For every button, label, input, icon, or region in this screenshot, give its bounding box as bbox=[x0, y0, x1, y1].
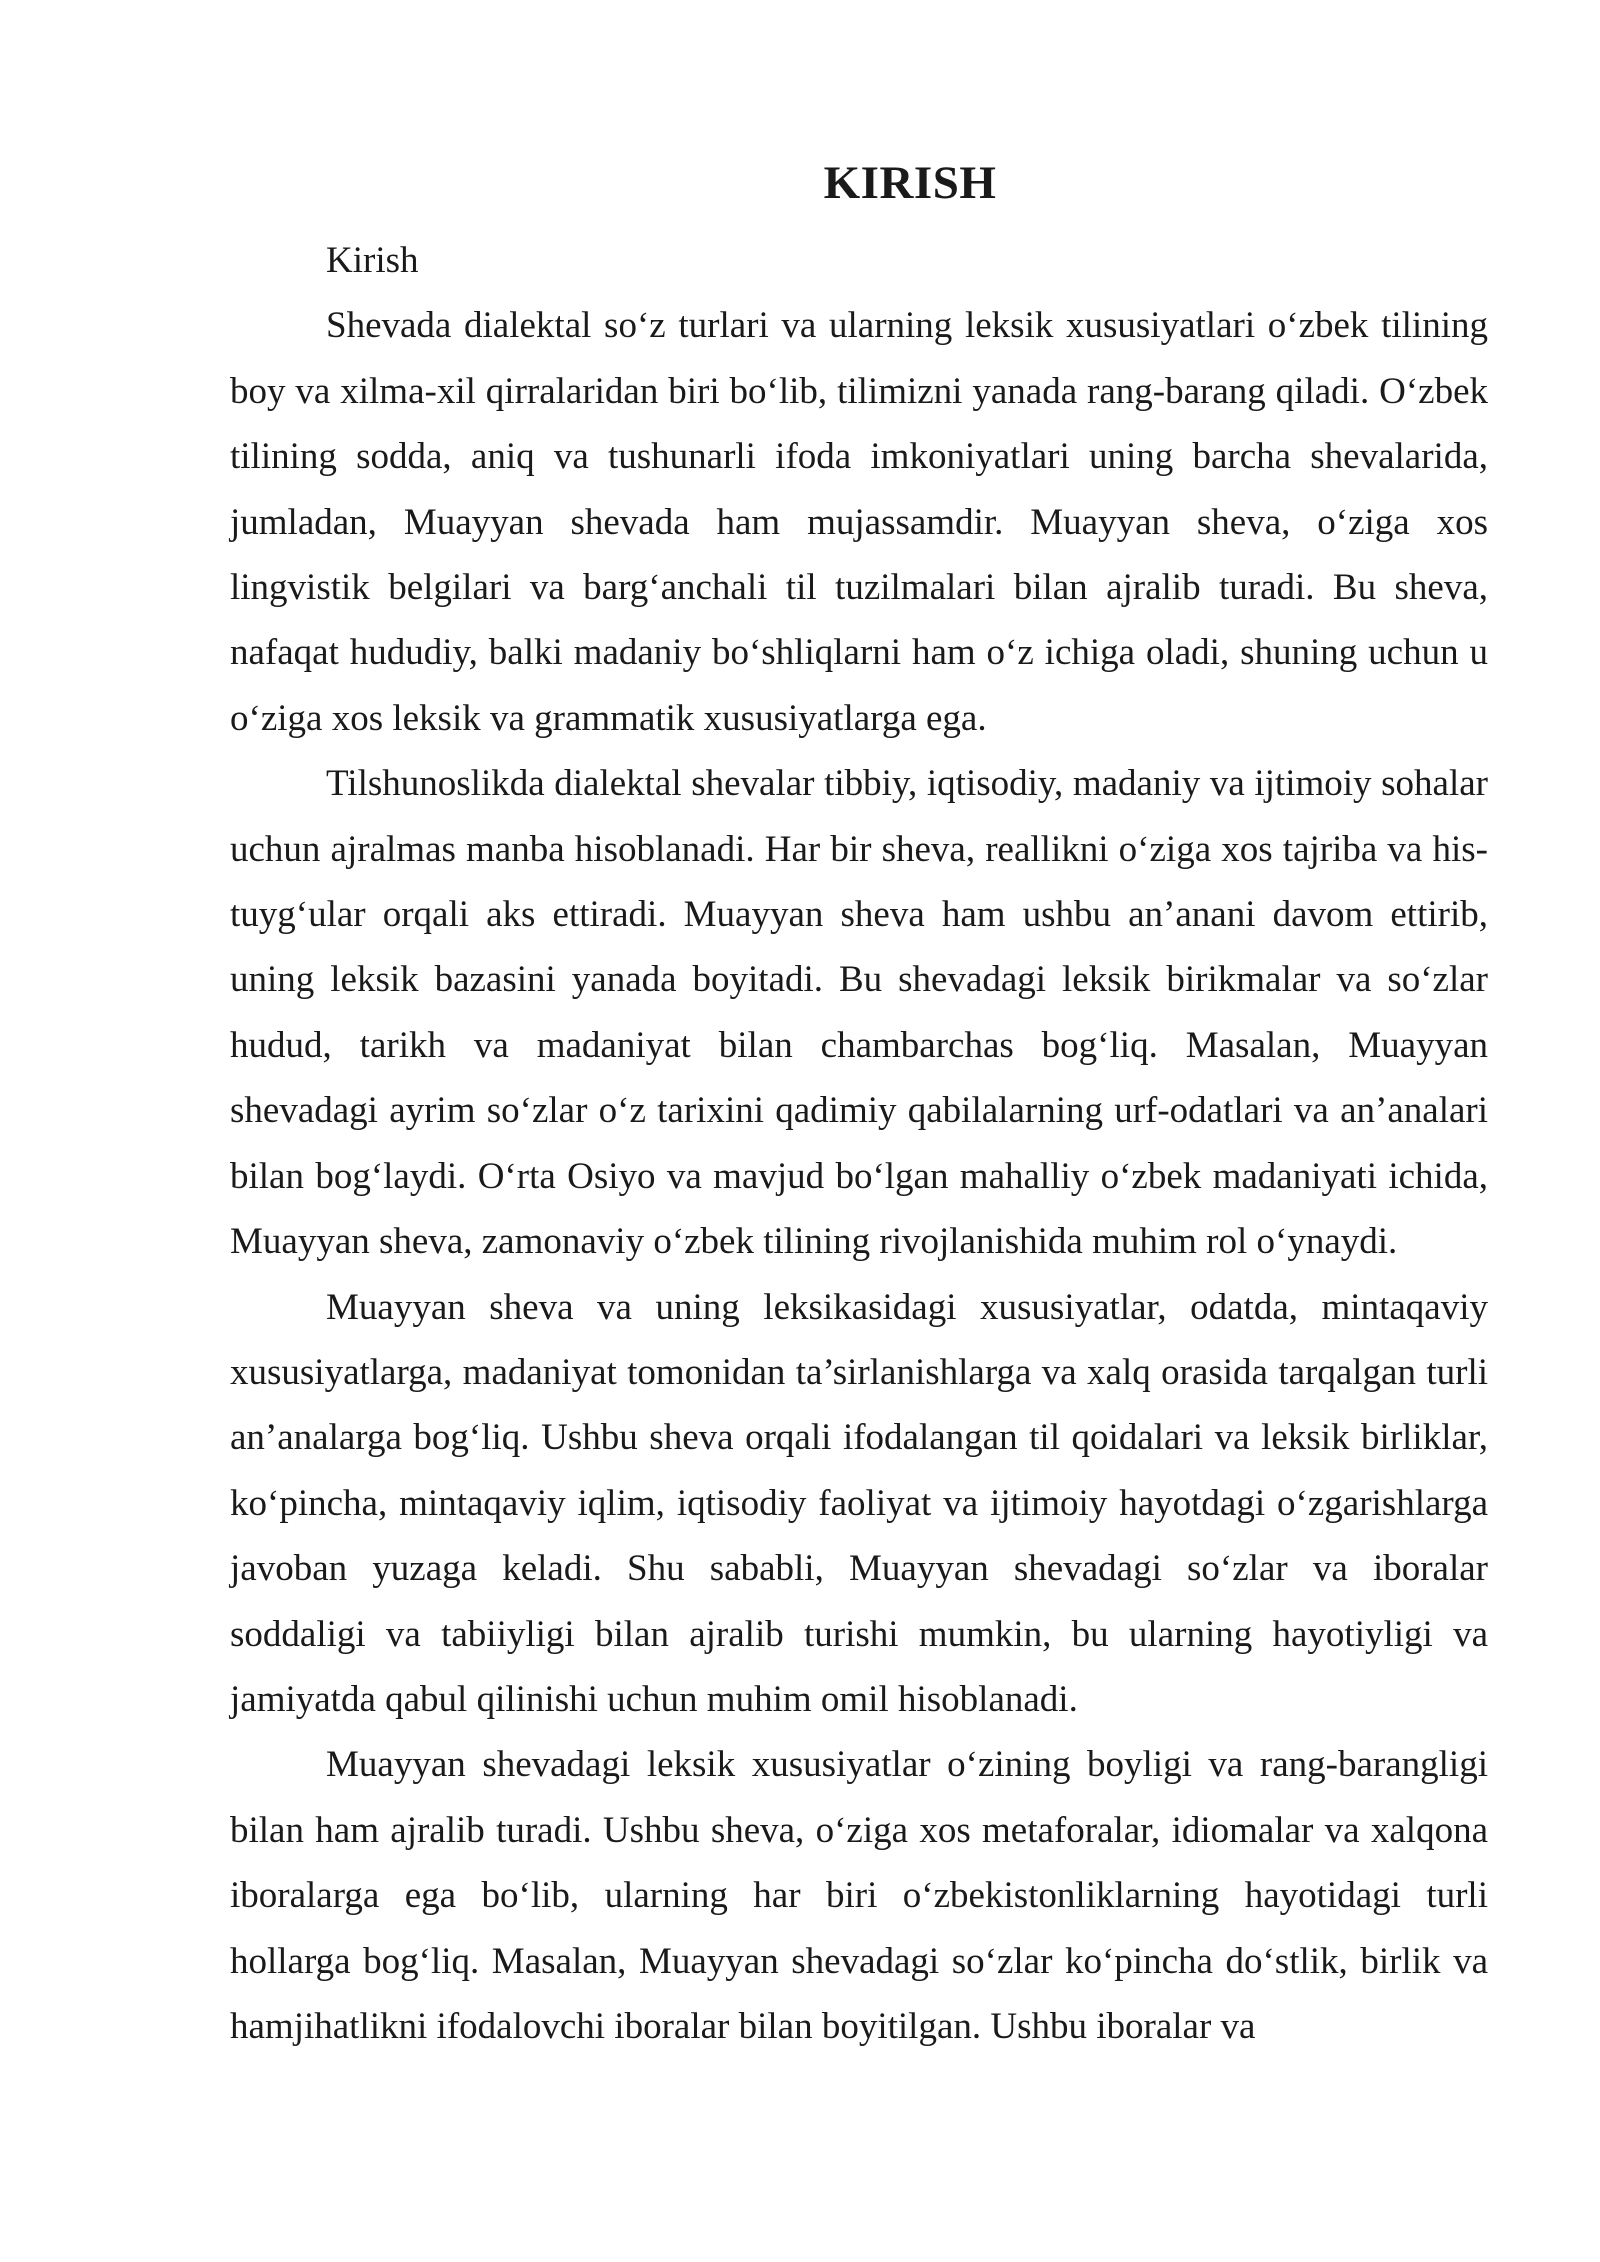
paragraph: Muayyan shevadagi leksik xususiyatlar o‘zining boyligi va rang-barangligi bilan ham ajralib turadi. Ushbu sheva, o‘ziga xos metaforalar, idiomalar va xalqona iboralarga ega bo‘lib, ularning har biri o‘zbekistonliklarning hayotidagi turli hollarga bog‘liq. Masalan, Muayyan shevadagi so‘zlar ko‘pincha do‘stlik, birlik va hamjihatlikni ifodalovchi iboralar bilan boyitilgan. Ushbu iboralar va bbox=[230, 1744, 1488, 2047]
section-subheading: Kirish bbox=[326, 240, 419, 281]
paragraph: Muayyan sheva va uning leksikasidagi xususiyatlar, odatda, mintaqaviy xususiyatlarga, madaniyat tomonidan ta’sirlanishlarga va xalq orasida tarqalgan turli an’analarga bog‘liq. Ushbu sheva orqali ifodalangan til qoidalari va leksik birliklar, ko‘pincha, mintaqaviy iqlim, iqtisodiy faoliyat va ijtimoiy hayotdagi o‘zgarishlarga javoban yuzaga keladi. Shu sababli, Muayyan shevadagi so‘zlar va iboralar soddaligi va tabiiyligi bilan ajralib turishi mumkin, bu ularning hayotiyligi va jamiyatda qabul qilinishi uchun muhim omil hisoblanadi. bbox=[230, 1286, 1488, 1720]
paragraph: Tilshunoslikda dialektal shevalar tibbiy, iqtisodiy, madaniy va ijtimoiy sohalar uchun ajralmas manba hisoblanadi. Har bir sheva, reallikni o‘ziga xos tajriba va his-tuyg‘ular orqali aks ettiradi. Muayyan sheva ham ushbu an’anani davom ettirib, uning leksik bazasini yanada boyitadi. Bu shevadagi leksik birikmalar va so‘zlar hudud, tarikh va madaniyat bilan chambarchas bog‘liq. Masalan, Muayyan shevadagi ayrim so‘zlar o‘z tarixini qadimiy qabilalarning urf-odatlari va an’analari bilan bog‘laydi. O‘rta Osiyo va mavjud bo‘lgan mahalliy o‘zbek madaniyati ichida, Muayyan sheva, zamonaviy o‘zbek tilining rivojlanishida muhim rol o‘ynaydi. bbox=[230, 763, 1488, 1263]
body-text bbox=[230, 228, 1488, 2059]
paragraph: Shevada dialektal so‘z turlari va ularning leksik xususiyatlari o‘zbek tilining boy va xilma-xil qirralaridan biri bo‘lib, tilimizni yanada rang-barang qiladi. O‘zbek tilining sodda, aniq va tushunarli ifoda imkoniyatlari uning barcha shevalarida, jumladan, Muayyan shevada ham mujassamdir. Muayyan sheva, o‘ziga xos lingvistik belgilari va barg‘anchali til tuzilmalari bilan ajralib turadi. Bu sheva, nafaqat hududiy, balki madaniy bo‘shliqlarni ham o‘z ichiga oladi, shuning uchun u o‘ziga xos leksik va grammatik xususiyatlarga ega. bbox=[230, 305, 1488, 739]
page-title: KIRISH bbox=[823, 157, 997, 209]
